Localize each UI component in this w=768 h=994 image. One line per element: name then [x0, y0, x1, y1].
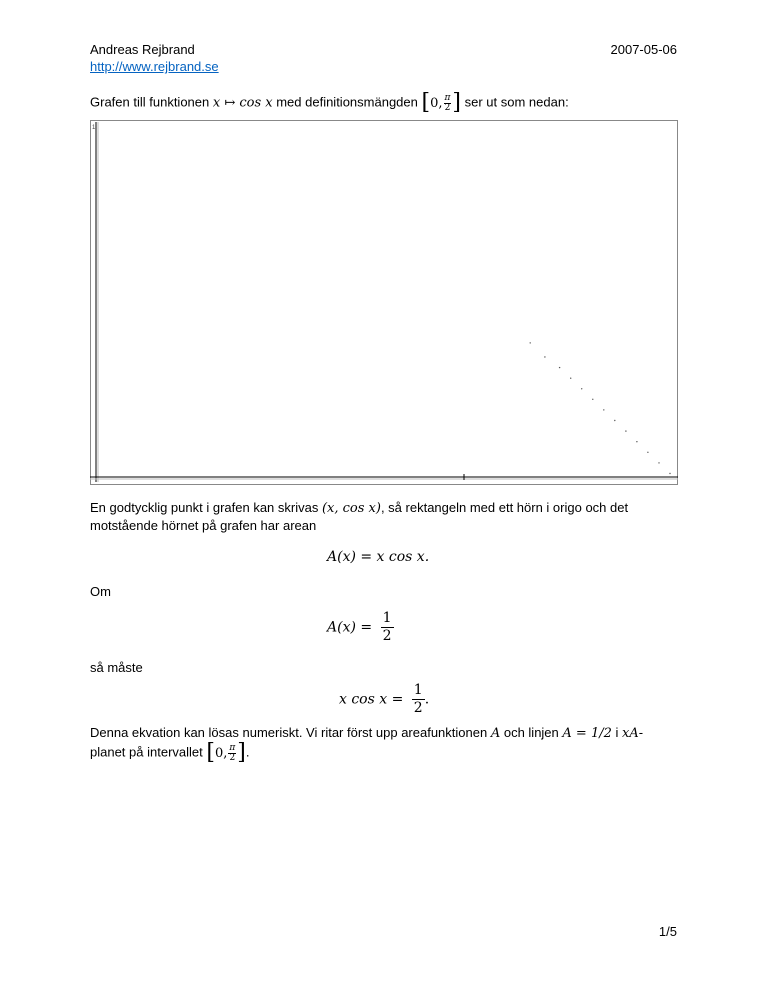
- data-point: [658, 462, 659, 463]
- header-date: 2007-05-06: [610, 42, 677, 57]
- header-left: [90, 41, 219, 75]
- y-tick-label: 1: [92, 125, 96, 131]
- data-point: [559, 367, 560, 368]
- text-sa-maste: så måste: [90, 660, 143, 675]
- plot-border: [91, 121, 678, 485]
- data-point: [669, 473, 670, 474]
- data-point: [592, 399, 593, 400]
- data-point: [636, 441, 637, 442]
- data-point: [625, 430, 626, 431]
- function-map: x ↦ cos x: [212, 95, 273, 111]
- author-name: Andreas Rejbrand: [90, 42, 195, 57]
- data-point: [581, 388, 582, 389]
- paragraph-2: Denna ekvation kan lösas numeriskt. Vi ritar först upp areafunktionen A och linjen A = 1/2 i xA- planet på intervallet [ 0, $\frac{\pi}{2}$ ] .: [90, 725, 644, 765]
- plot-interval: [ 0, $\frac{\pi}{2}$ ]: [206, 740, 246, 765]
- intro-paragraph: Grafen till funktionen x ↦ cos x med definitionsmängden [ 0, $\frac{\pi}{2}$ ] ser ut som nedan:: [90, 90, 569, 115]
- website-link[interactable]: http://www.rejbrand.se: [90, 59, 219, 74]
- text-om: Om: [90, 584, 111, 599]
- data-point: [603, 409, 604, 410]
- page-number: 1/5: [658, 924, 677, 939]
- equation-half: A(x) = $\frac{1}{2}$: [327, 610, 392, 644]
- equation-area: A(x) = x cos x.: [327, 549, 430, 565]
- data-point: [647, 452, 648, 453]
- equation-xcosx: x cos x = $\frac{1}{2}$ .: [339, 682, 430, 716]
- data-point: [614, 420, 615, 421]
- data-point: [570, 378, 571, 379]
- data-points: [530, 342, 671, 474]
- data-point: [544, 356, 545, 357]
- data-point: [530, 342, 531, 343]
- paragraph-1: En godtycklig punkt i grafen kan skrivas (x, cos x), så rektangeln med ett hörn i origo och det motstående hörnet på grafen har arean: [90, 500, 629, 533]
- cosine-graph: [90, 120, 678, 485]
- domain-interval: [ 0, $\frac{\pi}{2}$ ]: [421, 90, 462, 115]
